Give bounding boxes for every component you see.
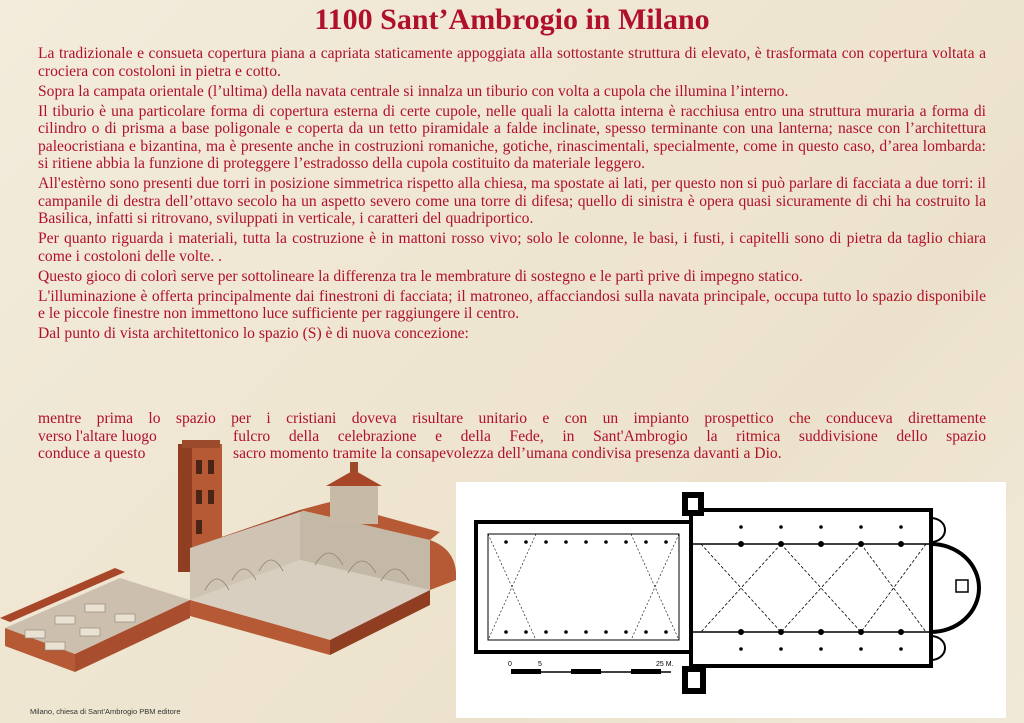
altar-icon: [956, 580, 968, 592]
scale-end: 25 M.: [656, 661, 674, 668]
scale-five: 5: [538, 661, 542, 668]
paragraph-torri: All'estèrno sono presenti due torri in posizione simmetrica rispetto alla chiesa, ma spostate ai lati, per questo non si può parlare di facciata a due torri: il campanile di destra dell’ottavo secolo ha un aspetto severo come una torre di difesa; quello di sinistra è opera quasi sicuramente di chi ha costruito la Basilica, infatti si ritrovano, sviluppati in verticale, i caratteri del quadriporticо.: [38, 175, 986, 227]
paragraph-copertura: La tradizionale e consueta copertura piana a capriata staticamente appoggiata alla sottostante struttura di elevato, è trasformata con copertura voltata a crociera con costoloni in pietra e cotto.: [38, 45, 986, 80]
page-title: 1100 Sant’Ambrogio in Milano: [314, 3, 710, 36]
paragraph-tiburio: Il tiburio è una particolare forma di copertura esterna di certe cupole, nelle quali la calotta interna è racchiusa entro una struttura muraria a forma di cilindro o di prisma a base poligonale e coperta da un tetto piramidale a falde inclinate, spesso terminante con una lanterna; nasce con l’architettura paleocristiana e bizantina, ma è presente anche in costruzioni romaniche, gotiche, rinascimentali, specialmente, come in questo caso, d’area lombarda: si ritiene abbia la funzione di proteggere l’estradosso della cupola costituito da materiale leggero.: [38, 102, 986, 172]
floor-plan-panel: [456, 482, 1006, 718]
scale-bar: [508, 661, 674, 674]
paragraph-spazio: Dal punto di vista architettonico lo spazio (S) è di nuova concezione:: [38, 325, 469, 342]
tiburio-icon: [326, 462, 382, 524]
paragraph-colori: Questo gioco di colorì serve per sottolineare la differenza tra le membrature di sostegno e le partì prive di impegno statico.: [38, 267, 803, 285]
final-line-2-right: fulcro della celebrazione e della Fede, in Sant'Ambrogio la ritmica suddivisione dello spazio: [233, 427, 986, 445]
scale-zero: 0: [508, 661, 512, 668]
body-text: [38, 45, 986, 345]
paragraph-illuminazione: L'illuminazione è offerta principalmente dai finestroni di facciata; il matroneo, affacciandosi sulla navata principale, occupa tutto lo spazio disponibile e le piccole finestre non immettono luce sufficiente per raggiungere il centro.: [38, 287, 986, 322]
nave-cutaway-icon: [190, 502, 440, 655]
paragraph-materiali: Per quanto riguarda i materiali, tutta la costruzione è in mattoni rosso vivo; solo le colonne, le basi, i fusti, i capitelli sono di pietra da taglio chiara come i costoloni delle volte. .: [38, 230, 986, 265]
final-line-3-right: sacro momento tramite la consapevolezza dell’umana condivisa presenza davanti a Dio.: [233, 445, 782, 462]
final-line-2-left: verso l'altare luogo: [38, 427, 157, 445]
final-line-3-left: conduce a questo: [38, 445, 146, 462]
final-line-1: mentre prima lo spazio per i cristiani doveva risultare unitario e con un impianto prospettico che conduceva direttamente: [38, 410, 986, 427]
illustration-caption: Milano, chiesa di Sant’Ambrogio PBM editore: [30, 707, 181, 716]
atrium-portico-icon: [0, 568, 190, 672]
paragraph-campata: Sopra la campata orientale (l’ultima) della navata centrale si innalza un tiburio con volta a cupola che illumina l’interno.: [38, 82, 789, 100]
apse-icon: [430, 540, 456, 590]
basilica-cutaway-illustration: [0, 440, 460, 723]
floor-plan-drawing: [456, 482, 1006, 718]
